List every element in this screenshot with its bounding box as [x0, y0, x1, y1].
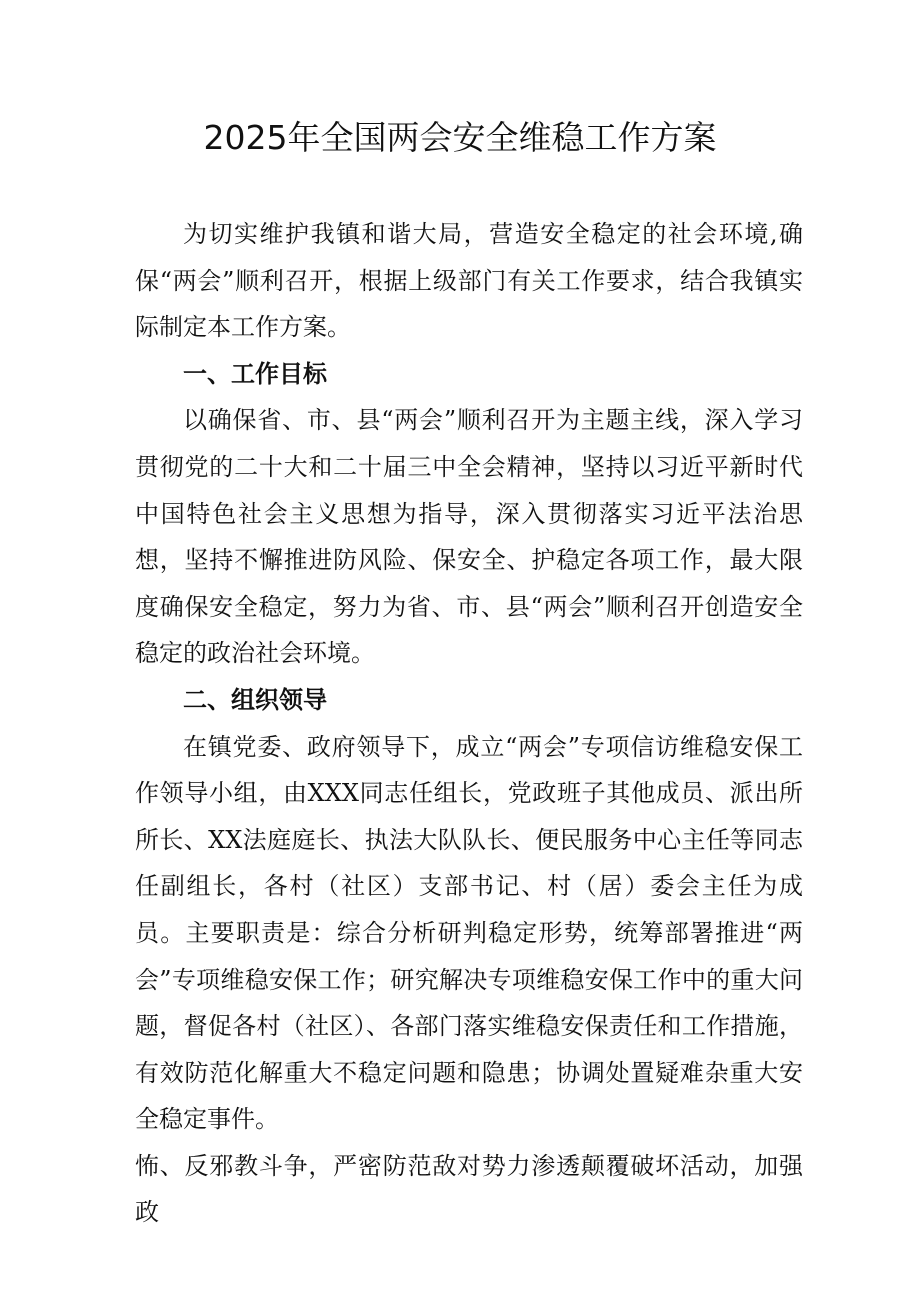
trailing-fragment: 怖、反邪教斗争，严密防范敌对势力渗透颠覆破坏活动，加强政 [135, 1151, 803, 1227]
document-body [135, 211, 803, 1236]
leadership-paragraph: 在镇党委、政府领导下，成立“两会”专项信访维稳安保工作领导小组，由XXX同志任组长，党政班子其他成员、派出所所长、XX法庭庭长、执法大队队长、便民服务中心主任等同志任副组长，各村（社区）支部书记、村（居）委会主任为成员。主要职责是：综合分析研判稳定形势，统筹部署推进“两会”专项维稳安保工作；研究解决专项维稳安保工作中的重大问题，督促各村（社区）、各部门落实维稳安保责任和工作措施，有效防范化解重大不稳定问题和隐患；协调处置疑难杂重大安全稳定事件。 [135, 732, 803, 1134]
document-title: 2025年全国两会安全维稳工作方案 [203, 118, 717, 157]
section-heading-goals: 一、工作目标 [183, 359, 327, 388]
intro-paragraph: 为切实维护我镇和谐大局，营造安全稳定的社会环境,确保“两会”顺利召开，根据上级部门有关工作要求，结合我镇实际制定本工作方案。 [135, 220, 803, 342]
section-heading-leadership: 二、组织领导 [183, 685, 327, 714]
goals-paragraph: 以确保省、市、县“两会”顺利召开为主题主线，深入学习贯彻党的二十大和二十届三中全会精神，坚持以习近平新时代中国特色社会主义思想为指导，深入贯彻落实习近平法治思想，坚持不懈推进防风险、保安全、护稳定各项工作，最大限度确保安全稳定，努力为省、市、县“两会”顺利召开创造安全稳定的政治社会环境。 [135, 406, 803, 668]
